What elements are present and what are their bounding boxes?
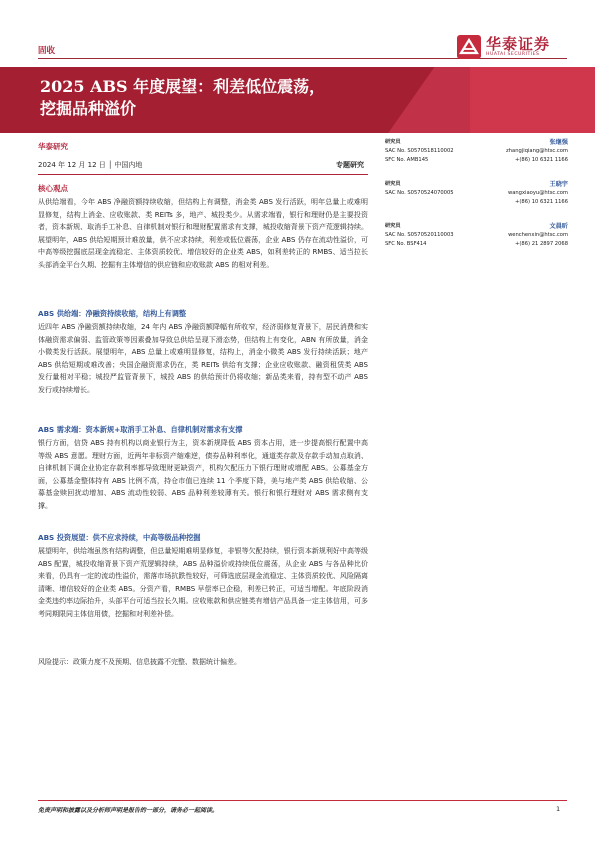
huatai-logo <box>456 32 568 62</box>
outlook-paragraph: 展望明年，供给端虽然有结构调整，但总量短期难明显修复，非银等欠配持续，银行资本新规利好中高等级 ABS 配置，城投收缩背景下资产荒逻辑持续，ABS 品种溢价或持续低位震荡，从企业 ABS 与各品种比价来看，仍具有一定的流动性溢价，需落市场抗跌性较好，可筛选底层现金流稳定、主体资质较优、风险隔离清晰、增信较好的企业类 ABS。分资产看，RMBS 早偿率已企稳，利差已转正，可适当增配。年底阶段消金类违约率边际抬升，头部平台可适当拉长久期。应收账款和供应链类有增信产品具备一定主体信用，可多考同期限同主体信用债，挖掘和对利差补偿。 <box>38 547 368 618</box>
analyst-phone: +(86) 10 6321 1166 <box>515 199 568 205</box>
analyst-sac: SAC No. S0570518110002 <box>385 148 454 154</box>
report-title-line1: 2025 ABS 年度展望：利差低位震荡， <box>40 77 326 96</box>
title-banner <box>0 67 595 133</box>
page-number: 1 <box>556 805 561 813</box>
analyst-name: 文晨昕 <box>549 223 568 230</box>
research-tag: 华泰研究 <box>38 142 68 151</box>
brand-name-cn: 华泰证券 <box>486 35 551 53</box>
analyst-email[interactable]: wenchenxin@htsc.com <box>508 232 568 238</box>
analyst-sfc: SFC No. BSF414 <box>385 241 427 247</box>
date-divider <box>38 174 368 175</box>
key-points-title: 核心观点 <box>38 184 68 193</box>
huatai-logo-icon <box>456 34 482 60</box>
analyst-email[interactable]: zhangjiqiang@htsc.com <box>506 148 568 154</box>
report-type: 专题研究 <box>336 161 364 169</box>
intro-paragraph: 从供给端看，今年 ABS 净融资额持续收缩，但结构上有调整，消金类 ABS 发行活跃，明年总量上或难明显修复，结构上消金、应收账款、类 REITs 多，地产、城投类少。从需求端看，银行和理财仍是主要投资者，资本新规、取消手工补息、自律机制对银行和理财配置需求有支撑，城投收缩背景下资产荒逻辑持续。展望明年，ABS 供给短期预计难放量，供不应求持续，利差或低位震荡，企业 ABS 仍存在流动性溢价，可中高等级挖掘底层现金流稳定、主体资质较优、增信较好的企业类 ABS，如利差转正的 RMBS、适当拉长头部消金平台久期、挖掘有主体增信的供应链和应收账款 ABS 的相对利差。 <box>38 198 368 269</box>
analyst-role: 研究员 <box>385 223 401 229</box>
analyst-card <box>385 222 568 274</box>
disclaimer-text: 免责声明和披露以及分析师声明是报告的一部分，请务必一起阅读。 <box>38 807 219 814</box>
analyst-role: 研究员 <box>385 139 401 145</box>
report-title <box>40 76 460 120</box>
analyst-sac: SAC No. S0570524070005 <box>385 190 454 196</box>
analyst-name: 王晓宇 <box>549 181 568 188</box>
brand-name-en: HUATAI SECURITIES <box>486 52 540 57</box>
supply-paragraph: 近四年 ABS 净融资额持续收缩，24 年内 ABS 净融资额降幅有所收窄，经济弱修复背景下，居民消费和实体融资需求偏弱、监管政策等因素叠加导致总供给呈现下滑态势，但结构上有变化，ABN 有所放量，消金小微类发行活跃。展望明年，ABS 总量上或难明显修复，结构上，消金小微类 ABS 发行持续活跃；地产 ABS 供给短期或难改善；央国企融资需求仍在，类 REITs 供给有支撑；企业应收账款、融资租赁类 ABS 发行量相对平稳；城投严监管背景下，城投 ABS 的供给预计仍将收缩；新品类来看，持有型不动产 ABS 发行或持续增长。 <box>38 323 368 394</box>
supply-heading: ABS 供给端：净融资持续收缩，结构上有调整 <box>38 309 187 318</box>
demand-paragraph: 银行方面，信贷 ABS 持有机构以商业银行为主，资本新规降低 ABS 资本占用，进一步提高银行配置中高等级 ABS 意愿。理财方面，近两年非标资产缩难逆，债券品种利率化，通道类存款及存款手动加点取消、自律机制下调企业协定存款利率都导致理财更缺资产，机构欠配压力下银行理财或增配 ABS。公募基金方面，公募基金整体持有 ABS 比例不高，持仓市值已连续 11 个季度下降，美与地产类 ABS 供给收缩、公募基金赎回扰动增加、ABS 流动性较弱、ABS 品种利差较薄有关。银行和银行理财对 ABS 需求侧有支撑。 <box>38 439 368 510</box>
analyst-role: 研究员 <box>385 181 401 187</box>
demand-heading: ABS 需求端：资本新规+取消手工补息、自律机制对需求有支撑 <box>38 425 243 434</box>
report-title-line2: 挖掘品种溢价 <box>40 99 137 118</box>
report-date: 2024 年 12 月 12 日 │ 中国内地 <box>38 161 143 169</box>
analyst-name: 张继强 <box>549 139 568 146</box>
report-category: 固收 <box>38 46 56 56</box>
analyst-sfc: SFC No. AMB145 <box>385 157 429 163</box>
risk-warning: 风险提示：政策力度不及预期、信息披露不完整、数据统计偏差。 <box>38 658 241 666</box>
analyst-phone: +(86) 10 6321 1166 <box>515 157 568 163</box>
outlook-heading: ABS 投资展望：供不应求持续，中高等级品种挖掘 <box>38 533 201 542</box>
footer-divider <box>38 800 567 801</box>
analyst-email[interactable]: wangxiaoyu@htsc.com <box>507 190 568 196</box>
analyst-sac: SAC No. S0570520110003 <box>385 232 454 238</box>
analyst-phone: +(86) 21 2897 2068 <box>515 241 568 247</box>
